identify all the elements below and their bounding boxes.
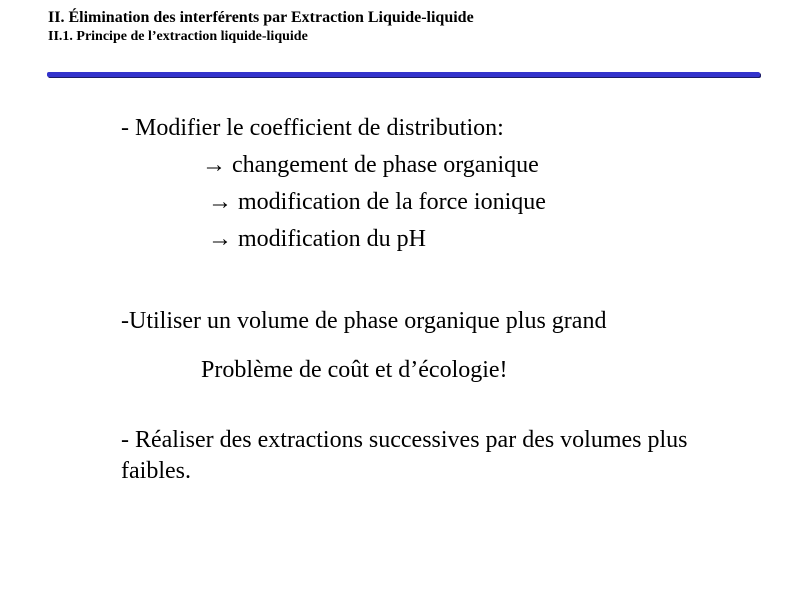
bullet-larger-organic-volume: -Utiliser un volume de phase organique plus grand — [121, 308, 607, 334]
sub-item-ph: → modification du pH — [208, 226, 426, 252]
slide-header — [48, 8, 768, 46]
slide-subtitle: II.1. Principe de l’extraction liquide-liquide — [48, 29, 308, 44]
bullet-modify-distribution-coefficient: - Modifier le coefficient de distribution: — [121, 115, 504, 141]
sub-item-organic-phase-change: → changement de phase organique — [202, 152, 539, 178]
sub-item-ionic-strength: → modification de la force ionique — [208, 189, 546, 215]
slide-title: II. Élimination des interférents par Extraction Liquide-liquide — [48, 9, 474, 26]
note-cost-ecology: Problème de coût et d’écologie! — [201, 357, 508, 383]
bullet-successive-extractions: - Réaliser des extractions successives par des volumes plus faibles. — [121, 427, 688, 484]
header-divider — [47, 72, 760, 77]
